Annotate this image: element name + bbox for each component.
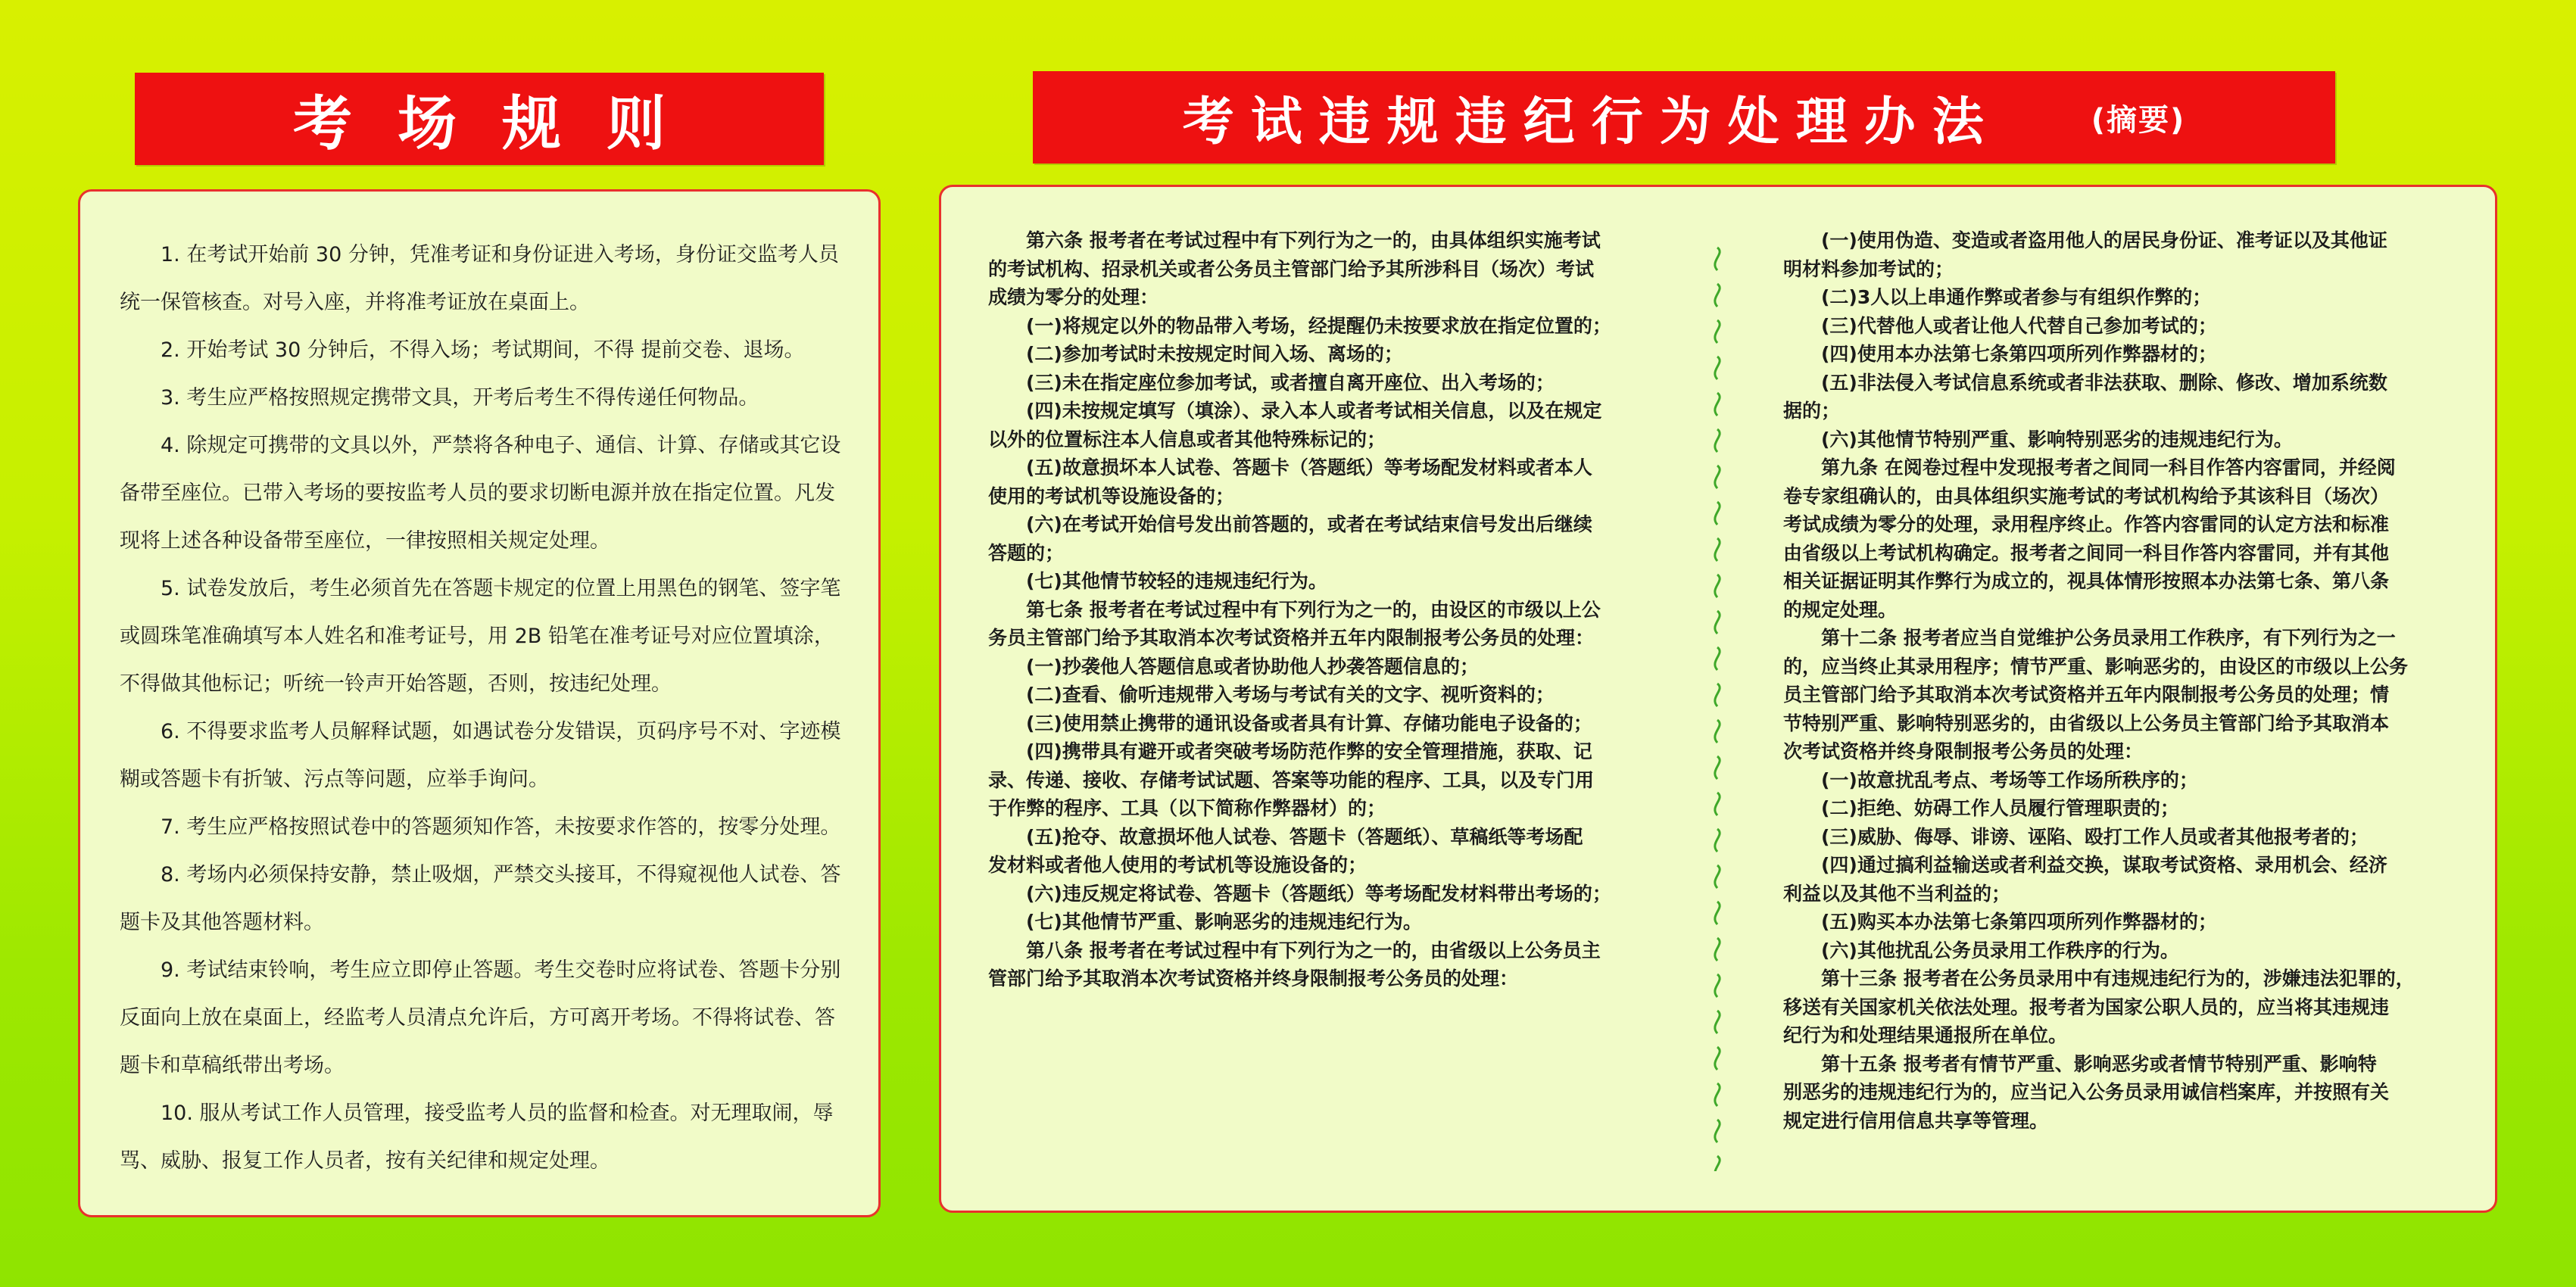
- article-line: 移送有关国家机关依法处理。报考者为国家公职人员的，应当将其违规违: [1783, 996, 2390, 1018]
- vine-segment: [1715, 720, 1720, 743]
- vine-segment: [1715, 865, 1720, 888]
- article-line: 利益以及其他不当利益的；: [1783, 882, 2011, 905]
- vine-divider-icon: [1706, 232, 1729, 1171]
- article-line: (二)参加考试时未按规定时间入场、离场的；: [1026, 343, 1403, 365]
- vine-segment: [1715, 1083, 1720, 1106]
- article-line: 考试成绩为零分的处理，录用程序终止。作答内容雷同的认定方法和标准: [1783, 513, 2390, 535]
- exam-rules-panel: [78, 189, 881, 1217]
- rule-item: 10. 服从考试工作人员管理，接受监考人员的监督和检查。对无理取闹，辱骂、威胁、报复工作人员者，按有关纪律和规定处理。: [120, 1102, 834, 1173]
- article-line: 录、传递、接收、存储考试试题、答案等功能的程序、工具，以及专门用: [988, 768, 1595, 791]
- article-line: (四)使用本办法第七条第四项所列作弊器材的；: [1821, 343, 2217, 365]
- vine-segment: [1715, 248, 1720, 270]
- vine-segment: [1715, 829, 1720, 852]
- abstract-note: (摘要): [2091, 102, 2186, 138]
- article-line: 以外的位置标注本人信息或者其他特殊标记的；: [988, 428, 1386, 450]
- rule-item: 6. 不得要求监考人员解释试题，如遇试卷分发错误，页码序号不对、字迹模糊或答题卡有折皱、污点等问题，应举手询问。: [120, 720, 841, 791]
- exam-rules-banner: [135, 73, 824, 165]
- article-line: 第六条 报考者在考试过程中有下列行为之一的，由具体组织实施考试: [1026, 229, 1601, 251]
- vine-segment: [1715, 429, 1720, 452]
- article-line: 由省级以上考试机构确定。报考者之间同一科目作答内容雷同，并有其他: [1783, 541, 2390, 564]
- article-line: 员主管部门给予其取消本次考试资格并五年内限制报考公务员的处理；情: [1783, 684, 2390, 706]
- article-line: (四)携带具有避开或者突破考场防范作弊的安全管理措施，获取、记: [1026, 740, 1592, 762]
- article-line: (五)购买本办法第七条第四项所列作弊器材的；: [1821, 911, 2217, 933]
- article-line: 次考试资格并终身限制报考公务员的处理：: [1783, 740, 2144, 762]
- violation-handling-title: 考试违规违纪行为处理办法: [1182, 92, 2001, 152]
- article-line: (六)其他情节特别严重、影响特别恶劣的违规违纪行为。: [1821, 428, 2293, 450]
- rule-item: 5. 试卷发放后，考生必须首先在答题卡规定的位置上用黑色的钢笔、签字笔或圆珠笔准确填写本人姓名和准考证号，用 2B 铅笔在准考证号对应位置填涂，不得做其他标记；听统一铃声开始答题，否则，按违纪处理。: [120, 577, 841, 696]
- article-line: 明材料参加考试的；: [1783, 257, 1954, 280]
- rule-item: 7. 考生应严格按照试卷中的答题须知作答，未按要求作答的，按零分处理。: [161, 815, 841, 839]
- article-line: (七)其他情节严重、影响恶劣的违规违纪行为。: [1026, 911, 1422, 933]
- article-line: (一)故意扰乱考点、考场等工作场所秩序的；: [1821, 768, 2198, 791]
- rule-item: 3. 考生应严格按照规定携带文具，开考后考生不得传递任何物品。: [161, 386, 759, 410]
- article-line: (四)通过搞利益输送或者利益交换，谋取考试资格、录用机会、经济: [1821, 854, 2387, 876]
- article-line: (六)在考试开始信号发出前答题的，或者在考试结束信号发出后继续: [1026, 513, 1592, 535]
- violation-handling-banner: [1033, 71, 2335, 164]
- rule-item: 8. 考场内必须保持安静，禁止吸烟，严禁交头接耳，不得窥视他人试卷、答题卡及其他答题材料。: [120, 863, 841, 934]
- article-line: 别恶劣的违规违纪行为的，应当记入公务员录用诚信档案库，并按照有关: [1783, 1081, 2390, 1103]
- vine-segment: [1715, 1156, 1720, 1171]
- vine-segment: [1715, 647, 1720, 670]
- article-line: (一)将规定以外的物品带入考场，经提醒仍未按要求放在指定位置的；: [1026, 314, 1611, 337]
- vine-segment: [1715, 1011, 1720, 1033]
- article-line: 管部门给予其取消本次考试资格并终身限制报考公务员的处理：: [988, 968, 1519, 989]
- vine-segment: [1715, 902, 1720, 924]
- article-line: (二)3人以上串通作弊或者参与有组织作弊的；: [1821, 286, 2212, 308]
- vine-segment: [1715, 466, 1720, 488]
- article-line: (二)查看、偷听违规带入考场与考试有关的文字、视听资料的；: [1026, 684, 1555, 706]
- vine-segment: [1715, 974, 1720, 997]
- article-line: 成绩为零分的处理：: [988, 286, 1159, 308]
- vine-segment: [1715, 502, 1720, 525]
- article-line: (三)使用禁止携带的通讯设备或者具有计算、存储功能电子设备的；: [1026, 712, 1592, 734]
- article-line: 于作弊的程序、工具（以下简称作弊器材）的；: [988, 797, 1386, 819]
- vine-segment: [1715, 393, 1720, 416]
- article-line: 第十三条 报考者在公务员录用中有违规违纪行为的，涉嫌违法犯罪的，: [1821, 968, 2415, 989]
- article-line: (二)拒绝、妨碍工作人员履行管理职责的；: [1821, 797, 2179, 819]
- vine-segment: [1715, 284, 1720, 307]
- rule-item: 4. 除规定可携带的文具以外，严禁将各种电子、通信、计算、存储或其它设备带至座位。已带入考场的要按监考人员的要求切断电源并放在指定位置。凡发现将上述各种设备带至座位，一律按照相关规定处理。: [120, 434, 841, 553]
- article-line: 据的；: [1783, 400, 1841, 422]
- vine-segment: [1715, 611, 1720, 634]
- vine-segment: [1715, 575, 1720, 597]
- exam-rules-title: 考场规则: [292, 90, 711, 158]
- article-line: 发材料或者他人使用的考试机等设施设备的；: [988, 854, 1368, 876]
- article-line: (四)未按规定填写（填涂）、录入本人或者考试相关信息，以及在规定: [1026, 400, 1602, 422]
- vine-segment: [1715, 756, 1720, 779]
- article-line: (一)使用伪造、变造或者盗用他人的居民身份证、准考证以及其他证: [1821, 229, 2387, 251]
- article-line: 答题的；: [988, 541, 1065, 564]
- article-line: 相关证据证明其作弊行为成立的，视具体情形按照本办法第七条、第八条: [1783, 570, 2390, 592]
- article-line: 第八条 报考者在考试过程中有下列行为之一的，由省级以上公务员主: [1026, 939, 1601, 961]
- article-line: 的，应当终止其录用程序；情节严重、影响恶劣的，由设区的市级以上公务: [1783, 655, 2409, 678]
- violation-handling-panel: [939, 185, 2497, 1213]
- article-line: (六)其他扰乱公务员录用工作秩序的行为。: [1821, 939, 2179, 961]
- articles-column-right: [1783, 226, 2461, 1135]
- vine-segment: [1715, 357, 1720, 379]
- article-line: 使用的考试机等设施设备的；: [988, 485, 1235, 507]
- article-line: (一)抄袭他人答题信息或者协助他人抄袭答题信息的；: [1026, 655, 1479, 678]
- article-line: (七)其他情节较轻的违规违纪行为。: [1026, 570, 1327, 592]
- article-line: 第十二条 报考者应当自觉维护公务员录用工作秩序，有下列行为之一: [1821, 627, 2396, 649]
- vine-segment: [1715, 320, 1720, 343]
- articles-column-left: [988, 226, 1664, 993]
- vine-segment: [1715, 684, 1720, 706]
- article-line: 纪行为和处理结果通报所在单位。: [1783, 1024, 2068, 1046]
- article-line: 的考试机构、招录机关或者公务员主管部门给予其所涉科目（场次）考试: [988, 257, 1595, 280]
- article-line: (五)非法侵入考试信息系统或者非法获取、删除、修改、增加系统数: [1821, 371, 2387, 394]
- rule-item: 1. 在考试开始前 30 分钟，凭准考证和身份证进入考场，身份证交监考人员统一保管核查。对号入座，并将准考证放在桌面上。: [120, 243, 839, 314]
- rule-item: 2. 开始考试 30 分钟后，不得入场；考试期间，不得 提前交卷、退场。: [161, 338, 805, 362]
- vine-segment: [1715, 793, 1720, 815]
- article-line: 第十五条 报考者有情节严重、影响恶劣或者情节特别严重、影响特: [1821, 1052, 2377, 1075]
- article-line: (三)代替他人或者让他人代替自己参加考试的；: [1821, 314, 2217, 337]
- rule-item: 9. 考试结束铃响，考生应立即停止答题。考生交卷时应将试卷、答题卡分别反面向上放在桌面上，经监考人员清点允许后，方可离开考场。不得将试卷、答题卡和草稿纸带出考场。: [120, 958, 841, 1077]
- article-line: 第九条 在阅卷过程中发现报考者之间同一科目作答内容雷同，并经阅: [1821, 457, 2396, 478]
- article-line: 卷专家组确认的，由具体组织实施考试的考试机构给予其该科目（场次）: [1783, 485, 2390, 507]
- article-line: (三)威胁、侮辱、诽谤、诬陷、殴打工作人员或者其他报考者的；: [1821, 825, 2369, 848]
- vine-segment: [1715, 1047, 1720, 1070]
- article-line: (五)抢夺、故意损坏他人试卷、答题卡（答题纸）、草稿纸等考场配: [1026, 825, 1583, 848]
- article-line: 第七条 报考者在考试过程中有下列行为之一的，由设区的市级以上公: [1026, 598, 1601, 621]
- article-line: (三)未在指定座位参加考试，或者擅自离开座位、出入考场的；: [1026, 371, 1555, 394]
- article-line: 的规定处理。: [1783, 598, 1898, 621]
- vine-segment: [1715, 938, 1720, 961]
- article-line: 规定进行信用信息共享等管理。: [1783, 1109, 2049, 1132]
- article-line: 节特别严重、影响特别恶劣的，由省级以上公务员主管部门给予其取消本: [1783, 712, 2390, 734]
- article-line: (五)故意损坏本人试卷、答题卡（答题纸）等考场配发材料或者本人: [1026, 457, 1592, 478]
- article-line: (六)违反规定将试卷、答题卡（答题纸）等考场配发材料带出考场的；: [1026, 882, 1611, 905]
- vine-segment: [1715, 1120, 1720, 1142]
- vine-segment: [1715, 538, 1720, 561]
- article-line: 务员主管部门给予其取消本次考试资格并五年内限制报考公务员的处理：: [988, 627, 1595, 649]
